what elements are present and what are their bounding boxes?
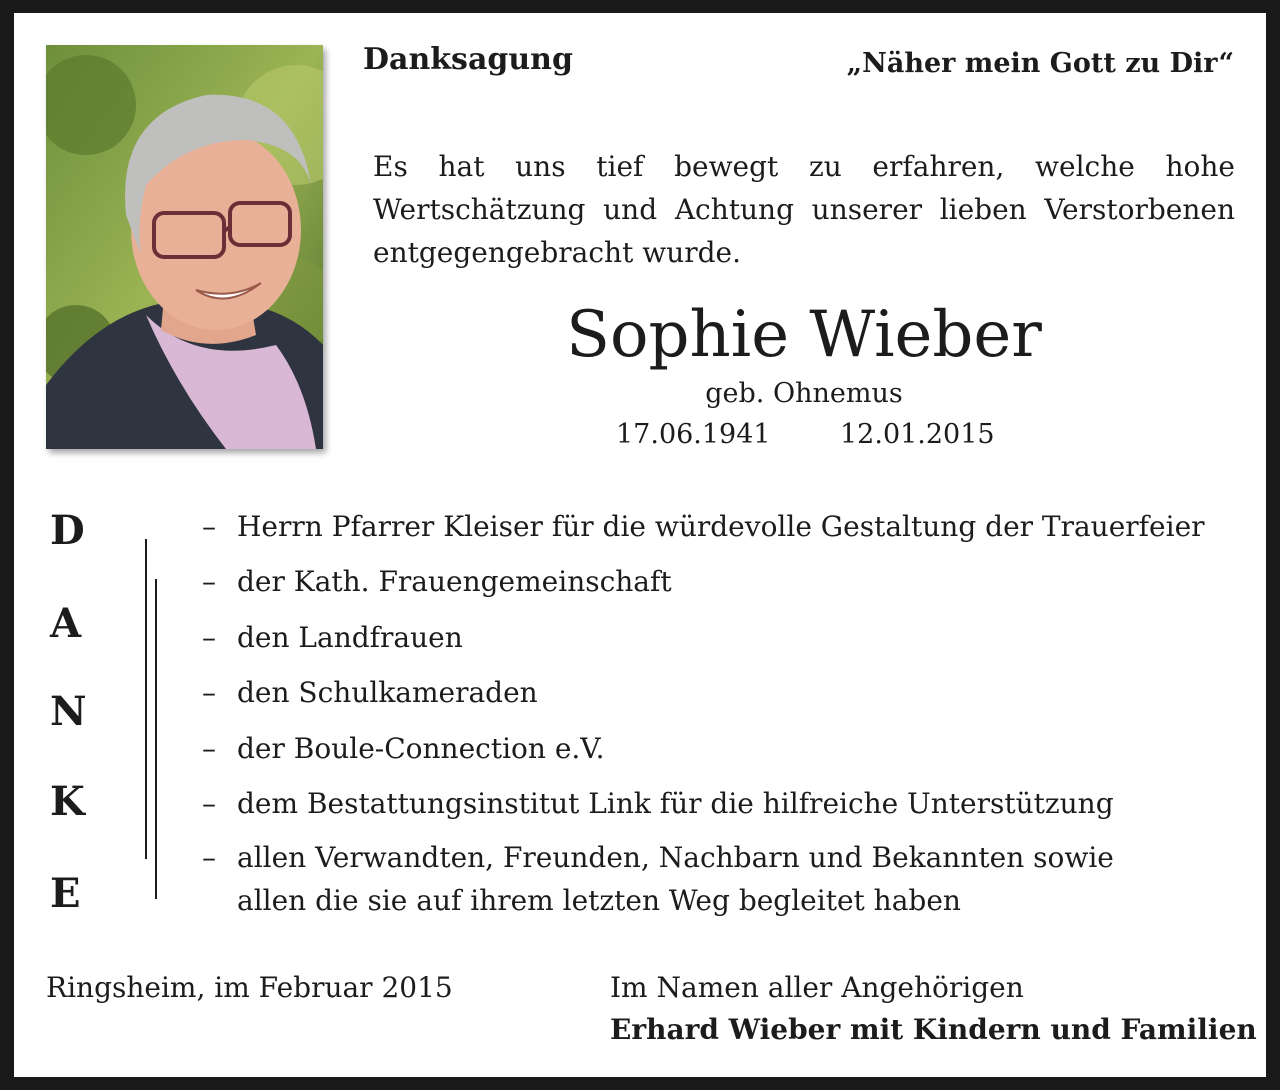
intro-paragraph: Es hat uns tief bewegt zu erfahren, welche hohe Wertschätzung und Achtung unserer lieben Verstorbenen entgegengebracht wurde. (373, 150, 1235, 269)
divider-line (145, 539, 147, 859)
motto-quote: „Näher mein Gott zu Dir“ (846, 48, 1234, 79)
list-item-text: dem Bestattungsinstitut Link für die hilfreiche Unterstützung (237, 787, 1114, 820)
list-dash: – (202, 621, 216, 654)
list-item-text: der Kath. Frauengemeinschaft (237, 565, 672, 598)
list-item-text: der Boule-Connection e.V. (237, 732, 605, 765)
list-item-text: Herrn Pfarrer Kleiser für die würdevolle Gestaltung der Trauerfeier (237, 510, 1205, 543)
danke-letter: E (50, 870, 81, 917)
divider-line (155, 579, 157, 899)
portrait-photo (46, 45, 323, 449)
heading: Danksagung (363, 42, 573, 77)
danke-letter: D (50, 507, 85, 554)
portrait-image (46, 45, 323, 449)
death-date: 12.01.2015 (840, 419, 995, 450)
danke-letter: K (50, 778, 85, 825)
list-dash: – (202, 732, 216, 765)
family-signature: Erhard Wieber mit Kindern und Familien (610, 1013, 1257, 1046)
list-dash: – (202, 787, 216, 820)
list-dash: – (202, 676, 216, 709)
list-item-text: allen die sie auf ihrem letzten Weg begleitet haben (237, 884, 961, 917)
birth-date: 17.06.1941 (616, 419, 771, 450)
danke-letter: A (50, 600, 82, 647)
list-item-text: den Landfrauen (237, 621, 463, 654)
list-item-text: allen Verwandten, Freunden, Nachbarn und Bekannten sowie (237, 841, 1114, 874)
deceased-name: Sophie Wieber (566, 298, 1042, 372)
list-dash: – (202, 565, 216, 598)
obituary-card (14, 13, 1266, 1077)
place-date: Ringsheim, im Februar 2015 (46, 971, 453, 1004)
list-dash: – (202, 841, 216, 874)
danke-letter: N (50, 688, 87, 735)
list-item-text: den Schulkameraden (237, 676, 538, 709)
list-dash: – (202, 510, 216, 543)
born-name: geb. Ohnemus (705, 378, 903, 409)
on-behalf-line: Im Namen aller Angehörigen (610, 971, 1024, 1004)
